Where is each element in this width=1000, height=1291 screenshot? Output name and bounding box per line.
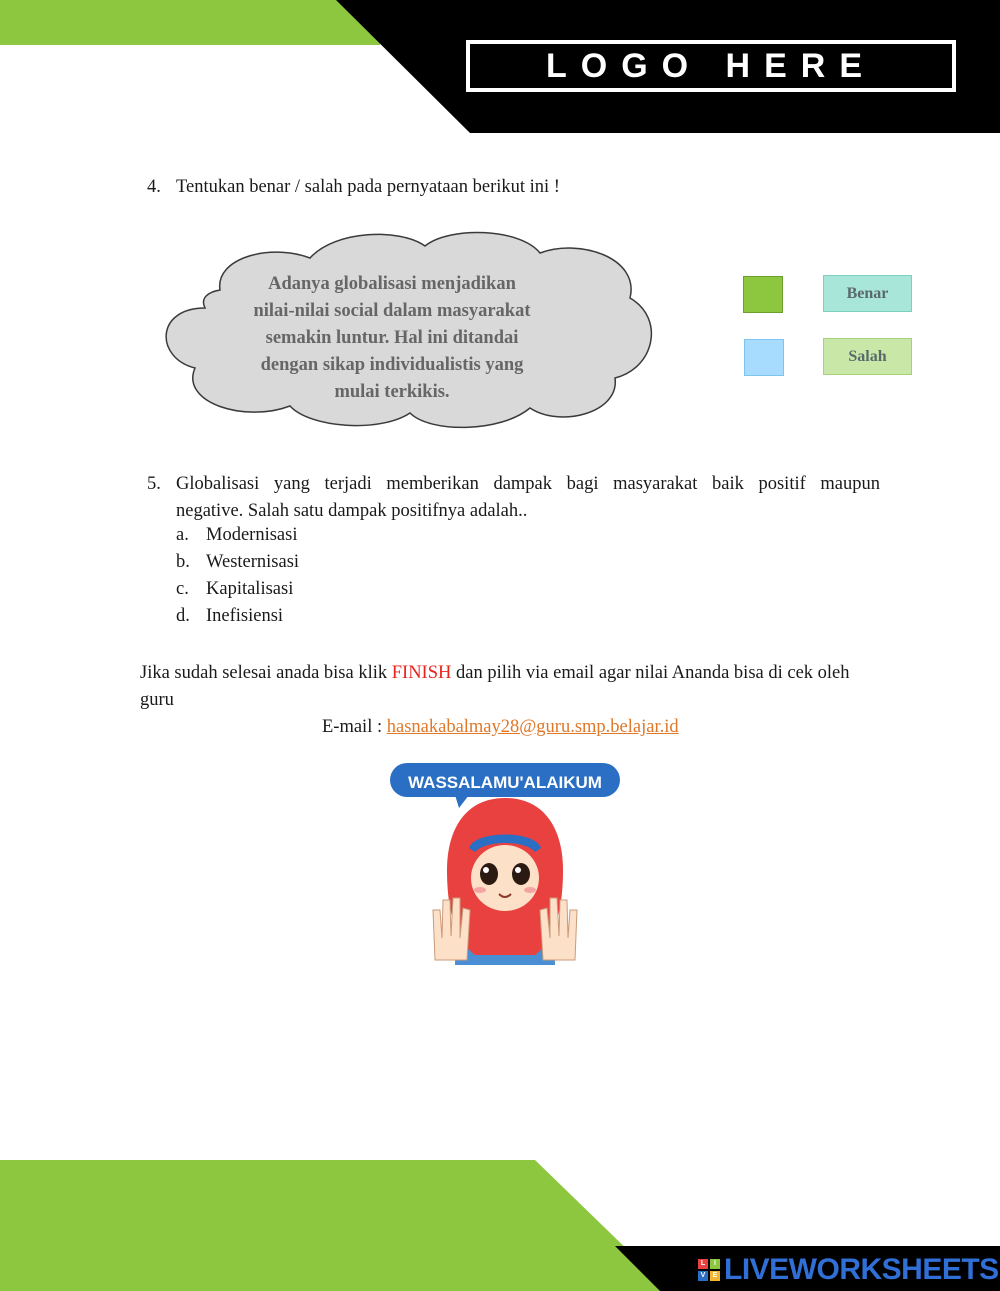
q5-prompt-line2: negative. Salah satu dampak positifnya adalah..	[176, 501, 528, 521]
salah-drop-box[interactable]	[744, 339, 784, 376]
choice-b-letter: b.	[176, 552, 190, 572]
wassalamualaikum-illustration	[385, 760, 625, 965]
choice-d[interactable]: Inefisiensi	[206, 606, 284, 626]
choice-a[interactable]: Modernisasi	[206, 525, 298, 545]
brand-cubes-icon: L I V E	[698, 1259, 720, 1281]
q5-number: 5.	[147, 474, 161, 494]
finish-instruction-line2: guru	[140, 690, 174, 710]
brand-name: LIVEWORKSHEETS	[724, 1253, 999, 1286]
email-label: E-mail :	[322, 717, 387, 737]
choice-b[interactable]: Westernisasi	[206, 552, 300, 572]
finish-keyword: FINISH	[391, 663, 452, 683]
choice-c[interactable]: Kapitalisasi	[206, 579, 294, 599]
choice-c-letter: c.	[176, 579, 189, 599]
logo-placeholder: LOGO HERE	[466, 40, 956, 92]
choice-a-letter: a.	[176, 525, 189, 545]
q5-prompt-line1: Globalisasi yang terjadi memberikan dampak bagi masyarakat baik positif maupun	[176, 474, 880, 494]
email-line	[322, 714, 679, 741]
finish-instruction: Jika sudah selesai anada bisa klik FINISH dan pilih via email agar nilai Ananda bisa di cek oleh	[140, 663, 850, 683]
salah-draggable-label[interactable]: Salah	[823, 338, 912, 375]
benar-drop-box[interactable]	[743, 276, 783, 313]
q4-number: 4.	[147, 177, 161, 197]
liveworksheets-brand	[698, 1252, 999, 1288]
bubble-text: WASSALAMU'ALAIKUM	[408, 773, 602, 792]
email-link[interactable]: hasnakabalmay28@guru.smp.belajar.id	[386, 717, 679, 737]
q4-prompt: Tentukan benar / salah pada pernyataan berikut ini !	[176, 177, 560, 197]
choice-d-letter: d.	[176, 606, 190, 626]
cloud-statement: Adanya globalisasi menjadikan nilai-nilai social dalam masyarakat semakin luntur. Hal ini ditandai dengan sikap individualistis yang mulai terkikis.	[253, 274, 531, 402]
benar-draggable-label[interactable]: Benar	[823, 275, 912, 312]
